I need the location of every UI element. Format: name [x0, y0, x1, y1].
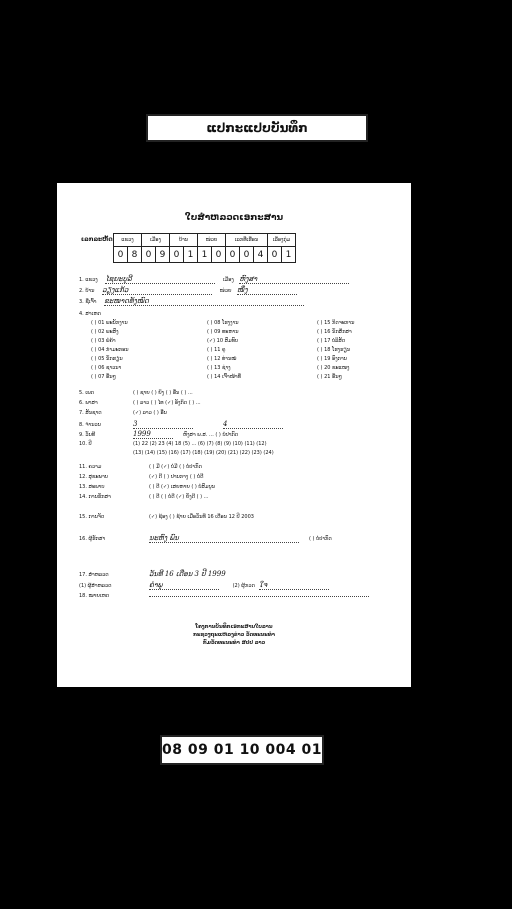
id-digit: 8 — [128, 247, 142, 263]
field-province-label: 1. ແຂວງ — [79, 277, 98, 283]
form-row — [79, 420, 283, 429]
row-label: 16. ຜູ້ຮັກສາ — [79, 536, 106, 542]
id-digit: 0 — [170, 247, 184, 263]
id-digit-row — [114, 247, 296, 263]
field-province-value: ໄຊຍະບູລີ — [105, 275, 215, 284]
row-label: 12. ສຸຂະພາບ — [79, 474, 108, 480]
checker-label: (2) ຜູ້ກວດ — [232, 583, 255, 589]
id-header-house: ເລກທີ່ເຮືອນ — [226, 234, 268, 247]
option-item[interactable]: ( ) 05 ນັກຮຽນ — [91, 356, 123, 362]
field-district-label: ເມືອງ — [222, 277, 234, 283]
checker-value: ໃຈ — [259, 581, 329, 590]
row-options: (13) (14) (15) (16) (17) (18) (19) (20) (21) (22) (23) (24) — [133, 450, 274, 456]
form-row — [79, 450, 274, 456]
id-digit: 0 — [212, 247, 226, 263]
row-value: ວັນທີ 16 ເດືອນ 3 ປີ 1999 — [149, 570, 226, 578]
row-value-2: ( ) ບໍ່ປາກົດ — [309, 536, 332, 542]
field-village-value: ວຽງແກ້ວ — [102, 286, 212, 295]
row-label: 6. ພາສາ — [79, 400, 98, 406]
id-code-label: ເລກລະຫັດ — [81, 236, 113, 243]
footer-line: ກົມວັດທະນະທຳ ສປປ ລາວ — [202, 640, 266, 646]
id-digit: 0 — [268, 247, 282, 263]
field-name-value: ຂະໜາດທັງໝົດ — [104, 297, 304, 306]
row-options[interactable]: ( ) ຊາຍ ( ) ຍິງ ( ) ອື່ນ ( ) ... — [133, 390, 193, 396]
row-label: 10. ປີ — [79, 441, 92, 447]
footer-line: ກະຊວງຖະແຫລງຂ່າວ ວັດທະນະທຳ — [193, 632, 275, 638]
form-row — [79, 570, 226, 578]
id-code-tag: 08 09 01 10 004 01 — [160, 735, 324, 765]
option-item[interactable]: ( ) 09 ທະຫານ — [207, 329, 239, 335]
field-name-row — [79, 297, 304, 306]
options-column-c — [317, 319, 354, 382]
id-digit: 1 — [198, 247, 212, 263]
id-digit: 0 — [226, 247, 240, 263]
id-digit: 1 — [184, 247, 198, 263]
option-item[interactable]: ( ) 06 ຊາວນາ — [91, 365, 122, 371]
row-value: 1999 — [133, 430, 173, 439]
options-column-b — [207, 319, 241, 382]
id-header-group: ເລືອງກຸ່ມ — [268, 234, 296, 247]
field-unit-value: ໜຶ່ງ — [237, 286, 297, 295]
option-item[interactable]: (✓) 10 ສົມທົບ — [207, 338, 239, 344]
option-item[interactable]: ( ) 03 ພໍ່ຄ້າ — [91, 338, 116, 344]
form-row — [79, 430, 238, 439]
option-item[interactable]: ( ) 19 ອົງການ — [317, 356, 347, 362]
option-item[interactable]: ( ) 13 ຊ່າງ — [207, 365, 231, 371]
option-item[interactable]: ( ) 21 ອື່ນໆ — [317, 374, 342, 380]
footer-line: ໂຄງການບັນທຶກເອກະສານໃບລານ — [195, 624, 273, 630]
form-row — [79, 441, 267, 447]
form-row — [79, 494, 208, 500]
form-row — [79, 400, 201, 406]
row-value: 3 — [133, 420, 193, 429]
row-label: 8. ຈຳນວນ — [79, 422, 101, 428]
id-digit: 0 — [142, 247, 156, 263]
option-item[interactable]: ( ) 02 ພະສົງ — [91, 329, 119, 335]
row-options[interactable]: (✓) ຊ້ອງ ( ) ຊ້າຍ ເມື່ອວັນທີ 16 ເດືອນ 12 ປີ 2003 — [149, 514, 254, 520]
form-row — [79, 593, 369, 599]
row-value-2: ຫົງສາ ພ.ສ. ... ( ) ບໍ່ປາກົດ — [183, 432, 239, 438]
id-header-row — [114, 234, 296, 247]
row-options: (1) 22 (2) 23 (4) 18 (5) ... (6) (7) (8) (9) (10) (11) (12) — [133, 441, 267, 447]
id-digit: 9 — [156, 247, 170, 263]
row-label: 5. ເພດ — [79, 390, 95, 396]
form-title: ໃບສຳຫລວດເອກະສານ — [184, 213, 284, 223]
section-4-label: 4. ສາເຫດ — [79, 311, 101, 317]
form-row — [79, 514, 254, 520]
survey-form-sheet — [57, 183, 411, 687]
row-value-2: 4 — [223, 420, 283, 429]
form-row — [79, 534, 332, 543]
option-item[interactable]: ( ) 12 ທ່ານໝໍ — [207, 356, 237, 362]
document-title-tag: ແປກະແປບບັນທຶກ — [146, 114, 368, 142]
id-header-village: ບ້ານ — [170, 234, 198, 247]
row-label: 14. ການຮັກສາ — [79, 494, 111, 500]
option-item[interactable]: ( ) 11 ຄູ — [207, 347, 226, 353]
row-label: 11. ຄວາມ — [79, 464, 102, 470]
option-item[interactable]: ( ) 14 ເຈົ້າໜ້າທີ່ — [207, 374, 241, 380]
id-digit: 0 — [240, 247, 254, 263]
id-digit: 0 — [114, 247, 128, 263]
form-row — [79, 390, 193, 396]
row-label: 18. ໝາຍເຫດ — [79, 593, 110, 599]
row-options[interactable]: ( ) ມີ (✓) ບໍ່ມີ ( ) ບໍ່ປາກົດ — [149, 464, 202, 470]
row-label: 13. ສະພາບ — [79, 484, 105, 490]
option-item[interactable]: ( ) 07 ອື່ນໆ — [91, 374, 116, 380]
row-options[interactable]: ( ) ລາວ ( ) ໄທ (✓) ອັງກິດ ( ) ... — [133, 400, 201, 406]
option-item[interactable]: ( ) 08 ໂຮງງານ — [207, 320, 239, 326]
option-item[interactable]: ( ) 01 ພະນັກງານ — [91, 320, 128, 326]
id-code-table — [113, 233, 296, 263]
option-item[interactable]: ( ) 04 ກຳມະກອນ — [91, 347, 129, 353]
option-item[interactable]: ( ) 15 ກິດຈະການ — [317, 320, 355, 326]
surveyor-label: (1) ຜູ້ສຳຫລວດ — [79, 583, 112, 589]
field-name-label: 3. ຊື່ເຈົ້າ — [79, 299, 97, 305]
signature-row — [79, 581, 329, 590]
row-label: 15. ການຈັດ — [79, 514, 105, 520]
field-village-row — [79, 286, 297, 295]
row-options[interactable]: ( ) ດີ ( ) ບໍ່ດີ (✓) ຍັງດີ ( ) ... — [149, 494, 209, 500]
option-item[interactable]: ( ) 17 ບໍລິສັດ — [317, 338, 346, 344]
row-label: 7. ສັນຊາດ — [79, 410, 102, 416]
id-digit: 1 — [282, 247, 296, 263]
surveyor-value: ຄຳພູ — [149, 581, 219, 590]
row-options[interactable]: (✓) ລາວ ( ) ອື່ນ — [133, 410, 167, 416]
form-row — [79, 484, 215, 490]
options-column-a — [91, 319, 129, 382]
field-province-row — [79, 275, 349, 284]
id-digit: 4 — [254, 247, 268, 263]
row-value: ນະຫົງ ພົນ — [149, 534, 299, 543]
row-options[interactable]: (✓) ດີ ( ) ປານກາງ ( ) ບໍ່ດີ — [149, 474, 204, 480]
row-label: 17. ສຳຫລວດ — [79, 572, 109, 578]
option-item[interactable]: ( ) 16 ນັກສຶກສາ — [317, 329, 352, 335]
option-item[interactable]: ( ) 20 ຂະແໜງ — [317, 365, 350, 371]
form-row — [79, 464, 202, 470]
row-value — [149, 596, 369, 597]
field-unit-label: ໜ່ວຍ — [219, 288, 232, 294]
footer-block — [57, 623, 411, 647]
row-options[interactable]: ( ) ດີ (✓) ເສຍຫາຍ ( ) ບໍ່ສົມບູນ — [149, 484, 215, 490]
form-row — [79, 474, 203, 480]
field-village-label: 2. ບ້ານ — [79, 288, 95, 294]
id-header-district: ເມືອງ — [142, 234, 170, 247]
row-label: 9. ວັນທີ — [79, 432, 96, 438]
option-item[interactable]: ( ) 18 ໂຮງຮຽນ — [317, 347, 351, 353]
id-header-province: ແຂວງ — [114, 234, 142, 247]
form-row — [79, 410, 167, 416]
id-header-unit: ໜ່ວຍ — [198, 234, 226, 247]
field-district-value: ຫົງສາ — [239, 275, 349, 284]
